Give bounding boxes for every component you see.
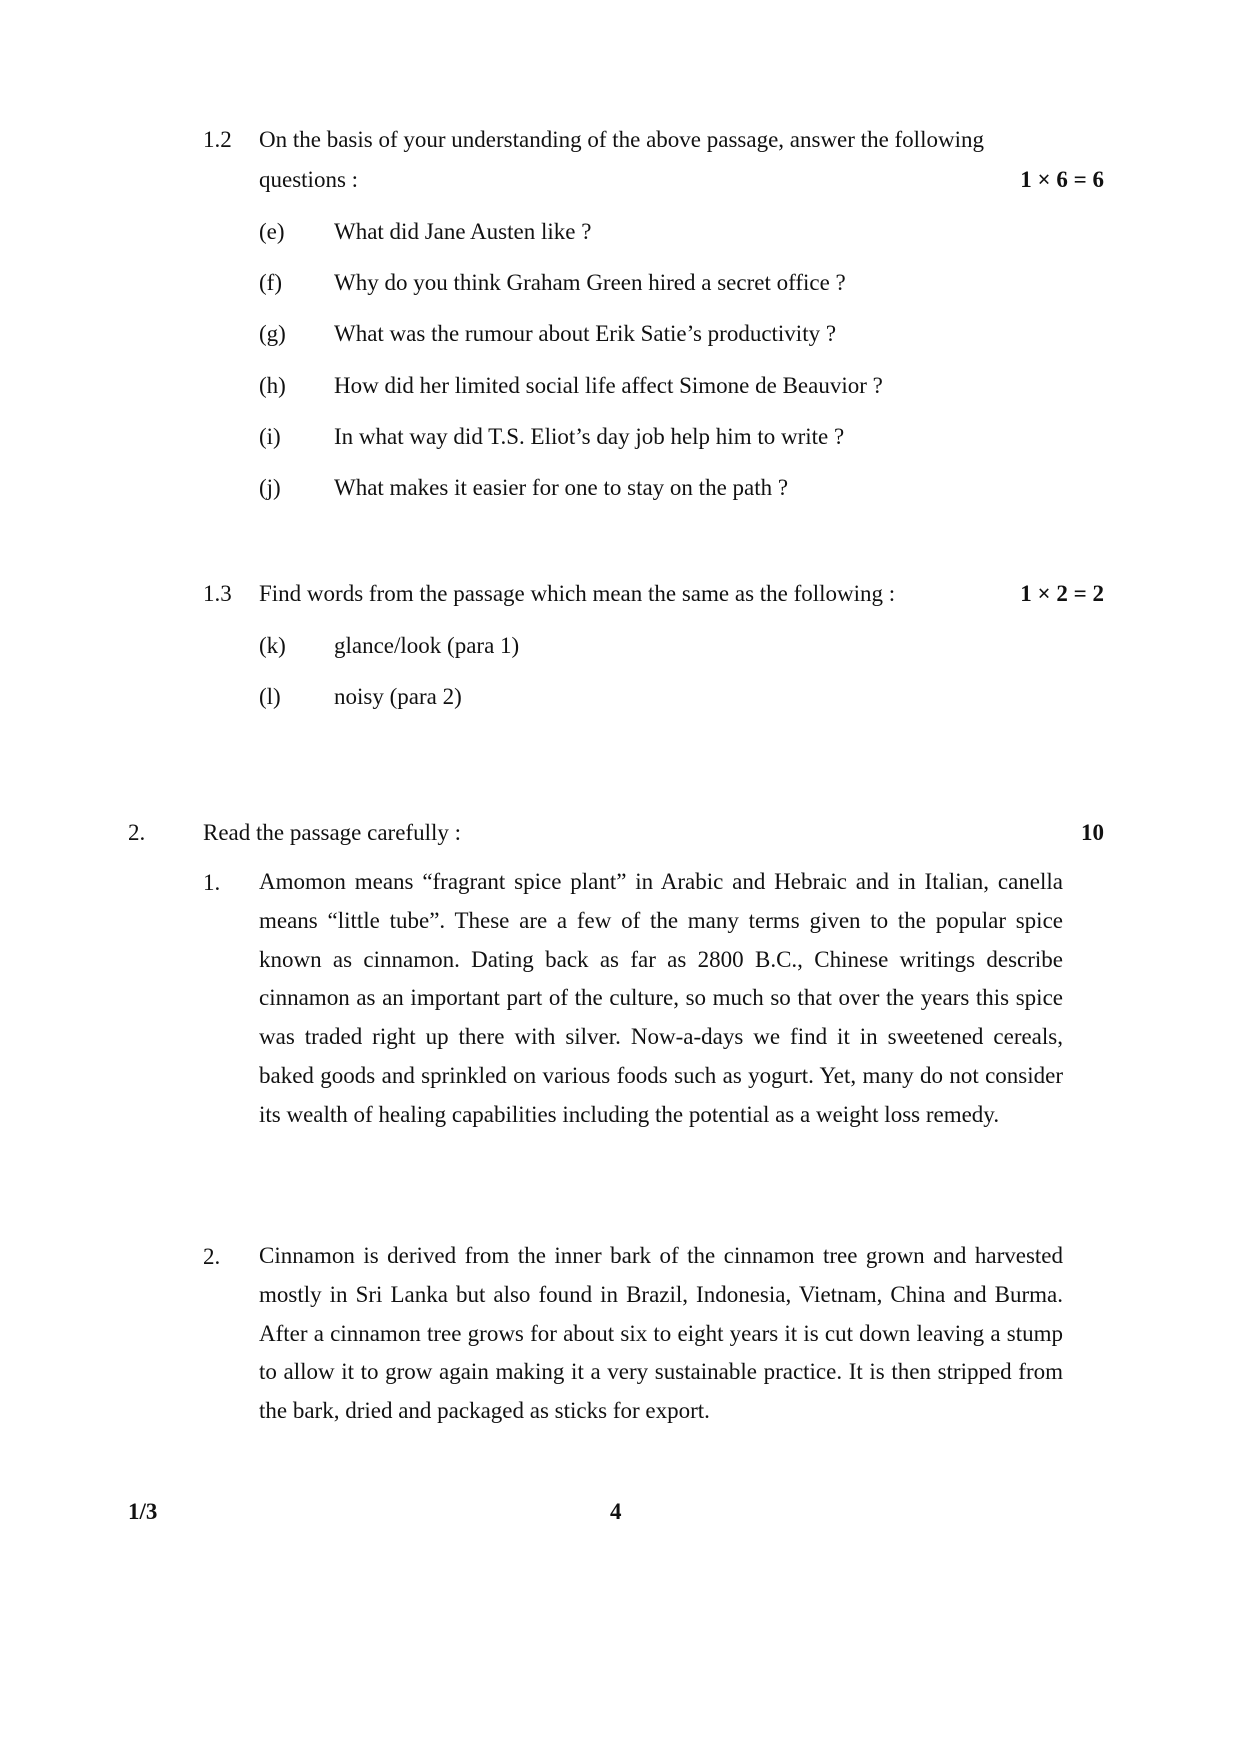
passage-paragraph-number: 2. xyxy=(203,1244,221,1269)
q1-2-item-label: (g) xyxy=(259,321,286,346)
q1-2-item-label: (f) xyxy=(259,270,282,295)
q2-marks: 10 xyxy=(1081,820,1104,845)
q1-2-item-label: (e) xyxy=(259,219,285,244)
paper-code: 1/3 xyxy=(128,1499,158,1524)
q1-3-item-text: noisy (para 2) xyxy=(334,684,462,709)
q1-2-item-label: (i) xyxy=(259,424,281,449)
q1-2-item-text: What makes it easier for one to stay on the path ? xyxy=(334,475,789,500)
q1-2-item-text: Why do you think Graham Green hired a secret office ? xyxy=(334,270,846,295)
q1-2-number: 1.2 xyxy=(203,127,232,152)
q1-2-marks: 1 × 6 = 6 xyxy=(1020,167,1104,192)
q1-2-prompt-line1: On the basis of your understanding of the above passage, answer the following xyxy=(259,127,984,152)
q1-3-item-label: (l) xyxy=(259,684,281,709)
passage-paragraph: Amomon means “fragrant spice plant” in Arabic and Hebraic and in Italian, canella means “little tube”. These are a few of the many terms given to the popular spice known as cinnamon. Dating back as far as 2800 B.C., Chinese writings describe cinnamon as an important part of the culture, so much so that over the years this spice was traded right up there with silver. Now-a-days we find it in sweetened cereals, baked goods and sprinkled on various foods such as yogurt. Yet, many do not consider its wealth of healing capabilities including the potential as a weight loss remedy. xyxy=(259,869,1063,1127)
q1-2-item-text: What did Jane Austen like ? xyxy=(334,219,592,244)
q1-3-marks: 1 × 2 = 2 xyxy=(1020,581,1104,606)
passage-paragraph: Cinnamon is derived from the inner bark of the cinnamon tree grown and harvested mostly in Sri Lanka but also found in Brazil, Indonesia, Vietnam, China and Burma. After a cinnamon tree grows for about six to eight years it is cut down leaving a stump to allow it to grow again making it a very sustainable practice. It is then stripped from the bark, dried and packaged as sticks for export. xyxy=(259,1243,1063,1424)
q1-2-item-text: In what way did T.S. Eliot’s day job help him to write ? xyxy=(334,424,845,449)
q1-3-item-text: glance/look (para 1) xyxy=(334,633,520,658)
q1-2-item-label: (j) xyxy=(259,475,281,500)
q1-2-item-text: How did her limited social life affect Simone de Beauvior ? xyxy=(334,373,883,398)
q1-3-number: 1.3 xyxy=(203,581,232,606)
q1-2-item-label: (h) xyxy=(259,373,286,398)
q2-prompt: Read the passage carefully : xyxy=(203,820,461,845)
q1-3-prompt: Find words from the passage which mean the same as the following : xyxy=(259,581,896,606)
q1-2-item-text: What was the rumour about Erik Satie’s productivity ? xyxy=(334,321,837,346)
q2-number: 2. xyxy=(128,820,146,845)
passage-paragraph-number: 1. xyxy=(203,870,221,895)
q1-3-item-label: (k) xyxy=(259,633,286,658)
q1-2-prompt-line2: questions : xyxy=(259,167,359,192)
page-number: 4 xyxy=(610,1499,622,1524)
